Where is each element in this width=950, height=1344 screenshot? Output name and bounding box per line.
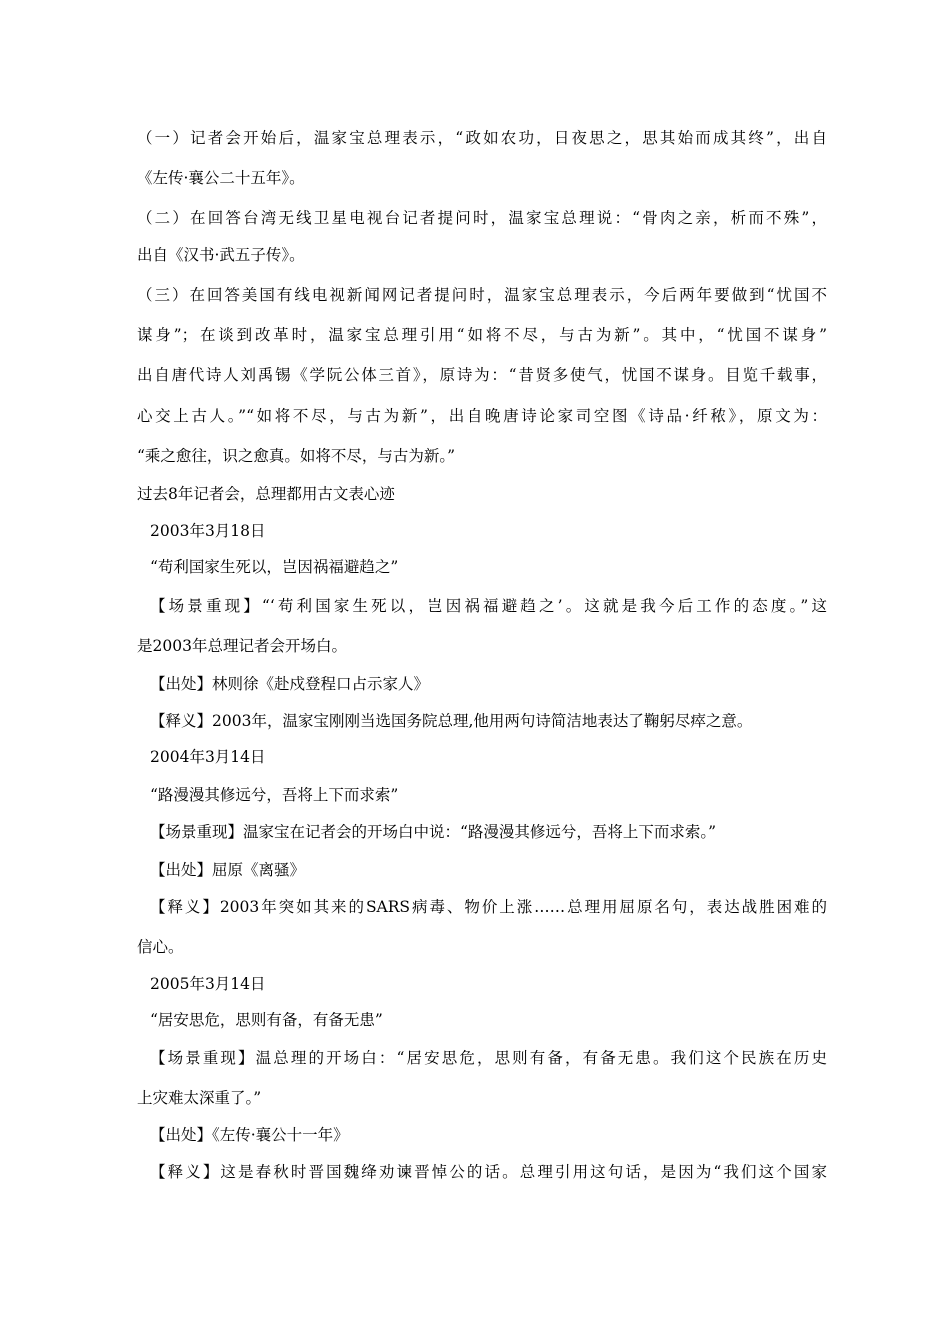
intro-line-6: 谋身”；在谈到改革时，温家宝总理引用“如将不尽，与古为新”。其中，“忧国不谋身” xyxy=(137,326,827,344)
entry-meaning-line: 【释义】这是春秋时晋国魏绛劝谏晋悼公的话。总理引用这句话，是因为“我们这个国家 xyxy=(150,1163,827,1181)
intro-line-7: 出自唐代诗人刘禹锡《学阮公体三首》，原诗为：“昔贤多使气，忧国不谋身。目览千载事， xyxy=(137,366,827,384)
entry-meaning-line: 【释义】2003年突如其来的SARS病毒、物价上涨……总理用屈原名句，表达战胜困难的 xyxy=(150,898,827,916)
intro-line-3: （二）在回答台湾无线卫星电视台记者提问时，温家宝总理说：“骨肉之亲，析而不殊”， xyxy=(137,209,827,227)
entry-scene-line: 【场景重现】温总理的开场白：“居安思危，思则有备，有备无患。我们这个民族在历史 xyxy=(150,1049,827,1067)
entry-scene-line: 【场景重现】“‘苟利国家生死以，岂因祸福避趋之’。这就是我今后工作的态度。”这 xyxy=(150,597,827,615)
intro-line-9: “乘之愈往，识之愈真。如将不尽，与古为新。” xyxy=(137,447,456,465)
intro-line-1: （一）记者会开始后，温家宝总理表示，“政如农功，日夜思之，思其始而成其终”，出自 xyxy=(137,129,827,147)
entry-scene-line: 上灾难太深重了。” xyxy=(137,1089,262,1107)
entry-date: 2005年3月14日 xyxy=(150,975,266,993)
entry-date: 2003年3月18日 xyxy=(150,522,266,540)
entry-scene-line: 【场景重现】温家宝在记者会的开场白中说：“路漫漫其修远兮，吾将上下而求索。” xyxy=(150,823,717,841)
intro-line-5: （三）在回答美国有线电视新闻网记者提问时，温家宝总理表示，今后两年要做到“忧国不 xyxy=(137,286,827,304)
section-heading: 过去8年记者会，总理都用古文表心迹 xyxy=(137,485,395,503)
entry-date: 2004年3月14日 xyxy=(150,748,266,766)
entry-quote: “路漫漫其修远兮，吾将上下而求索” xyxy=(150,786,399,804)
entry-meaning-line: 【释义】2003年，温家宝刚刚当选国务院总理,他用两句诗简洁地表达了鞠躬尽瘁之意。 xyxy=(150,712,753,730)
entry-source: 【出处】屈原《离骚》 xyxy=(150,861,306,879)
intro-line-4: 出自《汉书·武五子传》。 xyxy=(137,246,305,264)
entry-source: 【出处】林则徐《赴戍登程口占示家人》 xyxy=(150,675,430,693)
intro-line-2: 《左传·襄公二十五年》。 xyxy=(137,169,305,187)
entry-meaning-line: 信心。 xyxy=(137,938,184,956)
entry-quote: “苟利国家生死以，岂因祸福避趋之” xyxy=(150,558,399,576)
entry-scene-line: 是2003年总理记者会开场白。 xyxy=(137,637,347,655)
entry-source: 【出处】《左传·襄公十一年》 xyxy=(150,1126,349,1144)
intro-line-8: 心交上古人。”“如将不尽，与古为新”，出自晚唐诗论家司空图《诗品·纤秾》，原文为： xyxy=(137,407,827,425)
entry-quote: “居安思危，思则有备，有备无患” xyxy=(150,1011,383,1029)
